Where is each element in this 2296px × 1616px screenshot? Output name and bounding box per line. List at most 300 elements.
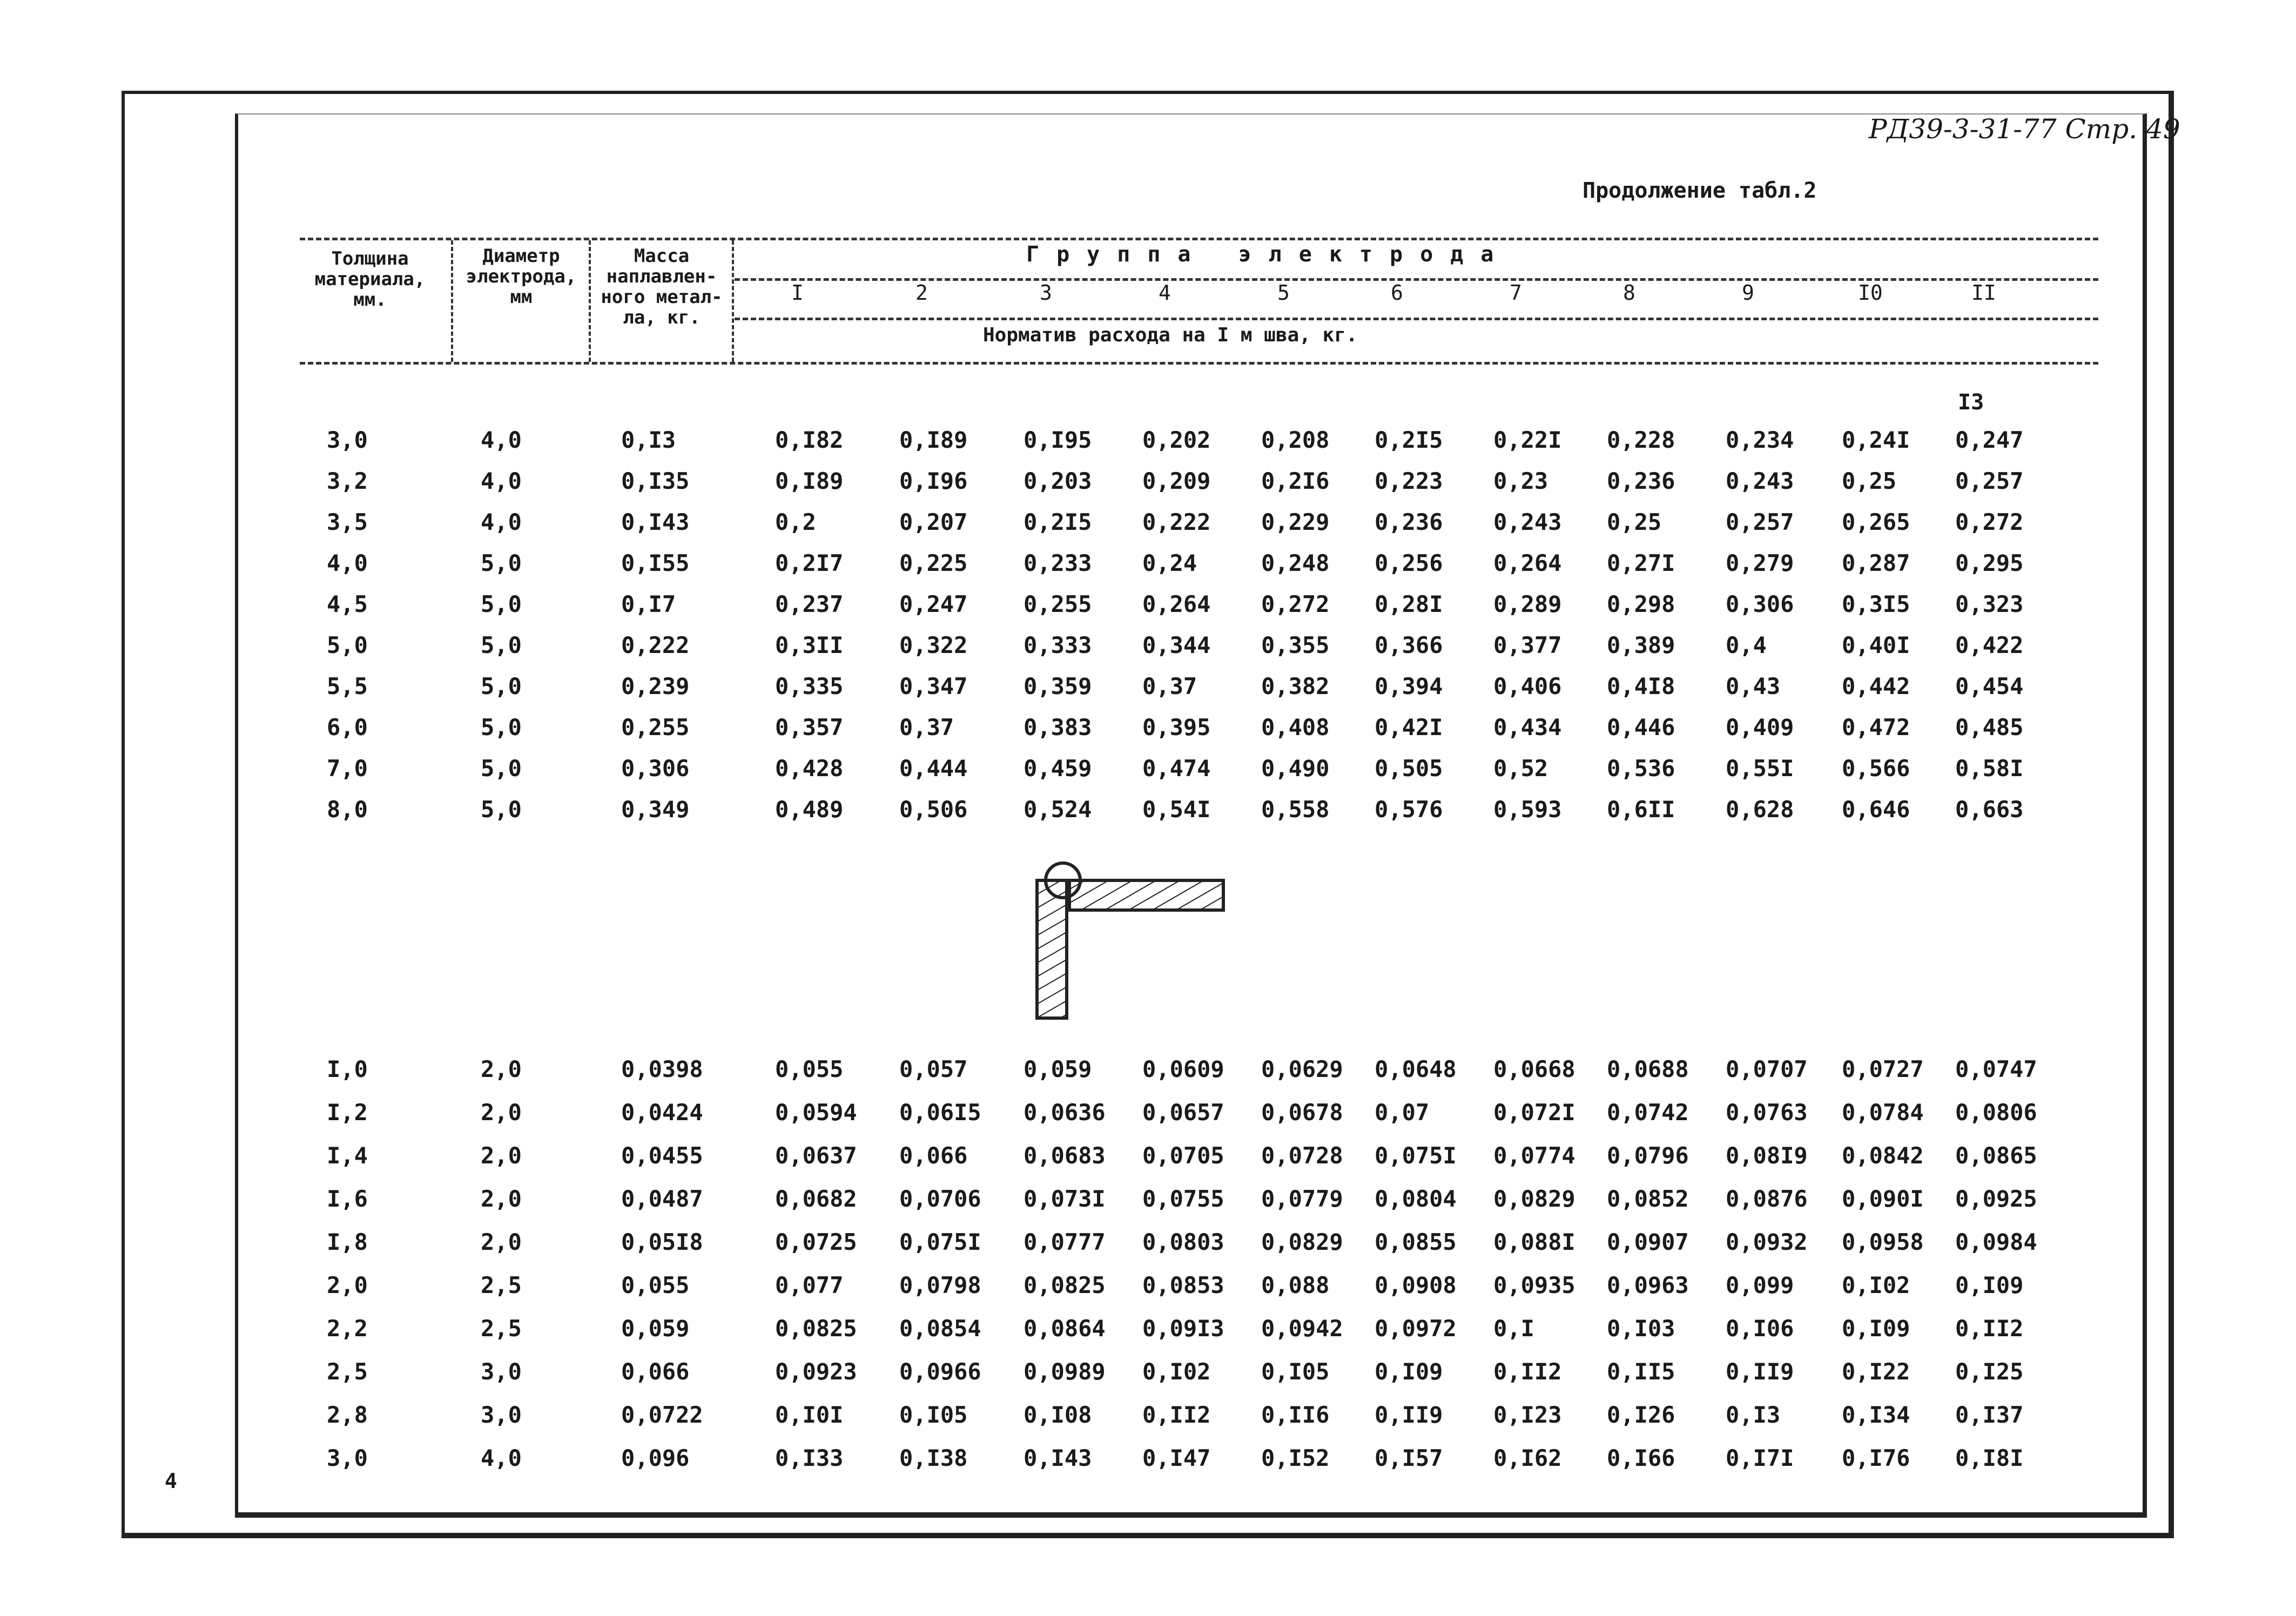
mass-cell: 0,0455 [621, 1142, 703, 1169]
electrode-group-title: Группа электрода [1026, 242, 1511, 267]
mass-cell: 0,0398 [621, 1056, 703, 1082]
norm-cell-group-8: 0,6II [1607, 796, 1675, 823]
norm-cell-group-11: 0,323 [1955, 591, 2024, 617]
thickness-cell: I,6 [327, 1186, 368, 1212]
table-row [0, 711, 2296, 749]
norm-cell-group-7: 0,0668 [1493, 1056, 1575, 1082]
column-header-mass: Масса наплавлен- ного метал- ла, кг. [601, 245, 723, 328]
norm-cell-group-8: 0,236 [1607, 468, 1675, 494]
diameter-cell: 4,0 [481, 468, 522, 494]
norm-cell-group-7: 0,593 [1493, 796, 1562, 823]
norm-cell-group-7: 0,22I [1493, 427, 1562, 453]
norm-cell-group-8: 0,0963 [1607, 1272, 1689, 1298]
header-rule-groups [735, 278, 2098, 281]
group-number-header: 7 [1510, 281, 1522, 305]
norm-cell-group-7: 0,0774 [1493, 1142, 1575, 1169]
norm-cell-group-10: 0,I22 [1842, 1358, 1910, 1385]
group-number-header: 2 [915, 281, 928, 305]
norm-cell-group-7: 0,0829 [1493, 1186, 1575, 1212]
norm-cell-group-10: 0,24I [1842, 427, 1910, 453]
diameter-cell: 5,0 [481, 632, 522, 658]
mass-cell: 0,I43 [621, 509, 690, 535]
norm-cell-group-3: 0,359 [1024, 673, 1092, 699]
norm-cell-group-4: 0,I02 [1142, 1358, 1211, 1385]
norm-cell-group-8: 0,0796 [1607, 1142, 1689, 1169]
norm-cell-group-1: 0,237 [775, 591, 844, 617]
norm-cell-group-6: 0,0908 [1375, 1272, 1457, 1298]
norm-cell-group-5: 0,355 [1261, 632, 1330, 658]
norm-cell-group-8: 0,0742 [1607, 1099, 1689, 1126]
norm-cell-group-6: 0,223 [1375, 468, 1443, 494]
norm-cell-group-10: 0,25 [1842, 468, 1897, 494]
norm-cell-group-2: 0,I96 [899, 468, 968, 494]
norm-cell-group-10: 0,0958 [1842, 1229, 1924, 1255]
norm-cell-group-6: 0,505 [1375, 755, 1443, 782]
norm-cell-group-2: 0,I05 [899, 1402, 968, 1428]
column-header-thickness: Толщина материала, мм. [314, 248, 426, 311]
norm-cell-group-8: 0,4I8 [1607, 673, 1675, 699]
thickness-cell: I,8 [327, 1229, 368, 1255]
norm-cell-group-3: 0,0989 [1024, 1358, 1106, 1385]
norm-cell-group-10: 0,265 [1842, 509, 1910, 535]
norm-cell-group-7: 0,088I [1493, 1229, 1575, 1255]
norm-cell-group-10: 0,I09 [1842, 1315, 1910, 1342]
diameter-cell: 4,0 [481, 1445, 522, 1471]
norm-cell-group-9: 0,0763 [1726, 1099, 1808, 1126]
table-row [0, 506, 2296, 544]
norm-cell-group-10: 0,I34 [1842, 1402, 1910, 1428]
mass-cell: 0,222 [621, 632, 690, 658]
norm-cell-group-11: 0,422 [1955, 632, 2024, 658]
norm-cell-group-6: 0,366 [1375, 632, 1443, 658]
table-row [0, 1183, 2296, 1221]
norm-cell-group-10: 0,472 [1842, 714, 1910, 740]
mass-cell: 0,066 [621, 1358, 690, 1385]
norm-cell-group-4: 0,24 [1142, 550, 1197, 576]
norm-cell-group-11: 0,0806 [1955, 1099, 2037, 1126]
norm-cell-group-11: 0,663 [1955, 796, 2024, 823]
diameter-cell: 5,0 [481, 755, 522, 782]
group-number-header: 3 [1040, 281, 1052, 305]
norm-cell-group-2: 0,207 [899, 509, 968, 535]
norm-cell-group-4: 0,II2 [1142, 1402, 1211, 1428]
table-row [0, 1096, 2296, 1134]
norm-cell-group-1: 0,055 [775, 1056, 844, 1082]
norm-cell-group-7: 0,072I [1493, 1099, 1575, 1126]
table-row [0, 1053, 2296, 1091]
norm-cell-group-5: 0,0678 [1261, 1099, 1343, 1126]
norm-cell-group-4: 0,0853 [1142, 1272, 1224, 1298]
norm-cell-group-8: 0,25 [1607, 509, 1662, 535]
norm-cell-group-3: 0,I08 [1024, 1402, 1092, 1428]
norm-cell-group-11: 0,295 [1955, 550, 2024, 576]
norm-cell-group-5: 0,088 [1261, 1272, 1330, 1298]
table-row [0, 629, 2296, 667]
norm-cell-group-11: 0,485 [1955, 714, 2024, 740]
diameter-cell: 5,0 [481, 796, 522, 823]
norm-cell-group-8: 0,0852 [1607, 1186, 1689, 1212]
norm-cell-group-3: 0,255 [1024, 591, 1092, 617]
norm-cell-group-3: 0,459 [1024, 755, 1092, 782]
norm-cell-group-5: 0,408 [1261, 714, 1330, 740]
norm-cell-group-9: 0,4 [1726, 632, 1767, 658]
norm-cell-group-5: 0,248 [1261, 550, 1330, 576]
norm-cell-group-1: 0,2I7 [775, 550, 844, 576]
norm-cell-group-6: 0,42I [1375, 714, 1443, 740]
diameter-cell: 2,0 [481, 1056, 522, 1082]
mass-cell: 0,0487 [621, 1186, 703, 1212]
norm-cell-group-11: 0,II2 [1955, 1315, 2024, 1342]
header-rule-top [300, 238, 2098, 240]
thickness-cell: 5,5 [327, 673, 368, 699]
header-rule-bottom [300, 362, 2098, 365]
norm-cell-group-10: 0,I76 [1842, 1445, 1910, 1471]
norm-cell-group-2: 0,506 [899, 796, 968, 823]
diameter-cell: 2,5 [481, 1272, 522, 1298]
norm-cell-group-3: 0,I95 [1024, 427, 1092, 453]
norm-cell-group-2: 0,0854 [899, 1315, 981, 1342]
norm-cell-group-1: 0,I0I [775, 1402, 844, 1428]
norm-cell-group-1: 0,357 [775, 714, 844, 740]
norm-cell-group-3: 0,0864 [1024, 1315, 1106, 1342]
group-number-header: I [791, 281, 804, 305]
thickness-cell: I,2 [327, 1099, 368, 1126]
page-corner-mark: 4 [165, 1469, 177, 1493]
mass-cell: 0,I35 [621, 468, 690, 494]
thickness-cell: 6,0 [327, 714, 368, 740]
norm-cell-group-2: 0,225 [899, 550, 968, 576]
norm-cell-group-2: 0,0966 [899, 1358, 981, 1385]
table-row [0, 588, 2296, 626]
norm-cell-group-4: 0,222 [1142, 509, 1211, 535]
norm-cell-group-11: 0,I8I [1955, 1445, 2024, 1471]
norm-cell-group-6: 0,0648 [1375, 1056, 1457, 1082]
norm-cell-group-9: 0,I3 [1726, 1402, 1781, 1428]
table-row [0, 1140, 2296, 1177]
table-row [0, 1442, 2296, 1480]
norm-cell-group-9: 0,I7I [1726, 1445, 1794, 1471]
norm-cell-group-5: 0,558 [1261, 796, 1330, 823]
norm-cell-group-8: 0,228 [1607, 427, 1675, 453]
norm-cell-group-9: 0,0876 [1726, 1186, 1808, 1212]
norm-cell-group-4: 0,344 [1142, 632, 1211, 658]
norm-cell-group-8: 0,536 [1607, 755, 1675, 782]
norm-cell-group-5: 0,229 [1261, 509, 1330, 535]
norm-cell-group-4: 0,264 [1142, 591, 1211, 617]
mass-cell: 0,0722 [621, 1402, 703, 1428]
thickness-cell: 4,5 [327, 591, 368, 617]
norm-cell-group-2: 0,I89 [899, 427, 968, 453]
norm-cell-group-9: 0,I06 [1726, 1315, 1794, 1342]
norm-cell-group-4: 0,0803 [1142, 1229, 1224, 1255]
diameter-cell: 2,5 [481, 1315, 522, 1342]
norm-cell-group-10: 0,566 [1842, 755, 1910, 782]
norm-cell-group-1: 0,0637 [775, 1142, 857, 1169]
norm-cell-group-2: 0,075I [899, 1229, 981, 1255]
weld-joint-diagram [1026, 859, 1242, 1026]
norm-cell-group-7: 0,II2 [1493, 1358, 1562, 1385]
document-reference: РД39-3-31-77 Стр. 49 [1869, 113, 2180, 145]
norm-cell-group-6: 0,II9 [1375, 1402, 1443, 1428]
norm-cell-group-8: 0,0907 [1607, 1229, 1689, 1255]
norm-cell-group-6: 0,0804 [1375, 1186, 1457, 1212]
norm-cell-group-6: 0,2I5 [1375, 427, 1443, 453]
norm-cell-group-7: 0,52 [1493, 755, 1548, 782]
table-row [0, 465, 2296, 503]
norm-cell-group-4: 0,0705 [1142, 1142, 1224, 1169]
norm-cell-group-3: 0,524 [1024, 796, 1092, 823]
mass-cell: 0,055 [621, 1272, 690, 1298]
table-row [0, 1269, 2296, 1307]
norm-cell-group-9: 0,257 [1726, 509, 1794, 535]
mass-cell: 0,349 [621, 796, 690, 823]
norm-cell-group-8: 0,0688 [1607, 1056, 1689, 1082]
norm-cell-group-11: 0,I25 [1955, 1358, 2024, 1385]
norm-cell-group-2: 0,444 [899, 755, 968, 782]
thickness-cell: 3,0 [327, 427, 368, 453]
norm-cell-group-10: 0,090I [1842, 1186, 1924, 1212]
norm-cell-group-9: 0,55I [1726, 755, 1794, 782]
thickness-cell: 3,0 [327, 1445, 368, 1471]
norm-cell-group-2: 0,347 [899, 673, 968, 699]
norm-cell-group-4: 0,I47 [1142, 1445, 1211, 1471]
header-rule-numbers [735, 318, 2098, 320]
norm-cell-group-3: 0,073I [1024, 1186, 1106, 1212]
thickness-cell: 3,2 [327, 468, 368, 494]
norm-cell-group-3: 0,0636 [1024, 1099, 1106, 1126]
norm-cell-group-7: 0,377 [1493, 632, 1562, 658]
norm-cell-group-10: 0,I02 [1842, 1272, 1910, 1298]
norm-cell-group-3: 0,203 [1024, 468, 1092, 494]
norm-cell-group-9: 0,0707 [1726, 1056, 1808, 1082]
mass-cell: 0,255 [621, 714, 690, 740]
horizontal-plate [1069, 880, 1223, 910]
norm-cell-group-9: 0,243 [1726, 468, 1794, 494]
norm-cell-group-9: 0,43 [1726, 673, 1781, 699]
norm-cell-group-5: 0,208 [1261, 427, 1330, 453]
norm-cell-group-2: 0,057 [899, 1056, 968, 1082]
norm-cell-group-2: 0,I38 [899, 1445, 968, 1471]
norm-cell-group-9: 0,409 [1726, 714, 1794, 740]
norm-cell-group-1: 0,335 [775, 673, 844, 699]
norm-cell-group-10: 0,442 [1842, 673, 1910, 699]
mass-cell: 0,I3 [621, 427, 676, 453]
norm-cell-group-7: 0,I23 [1493, 1402, 1562, 1428]
norm-cell-group-8: 0,446 [1607, 714, 1675, 740]
norm-cell-group-8: 0,I66 [1607, 1445, 1675, 1471]
norm-cell-group-7: 0,264 [1493, 550, 1562, 576]
norm-cell-group-6: 0,075I [1375, 1142, 1457, 1169]
norm-cell-group-5: 0,0942 [1261, 1315, 1343, 1342]
norm-cell-group-3: 0,0777 [1024, 1229, 1106, 1255]
norm-cell-group-5: 0,0829 [1261, 1229, 1343, 1255]
thickness-cell: 8,0 [327, 796, 368, 823]
norm-cell-group-6: 0,07 [1375, 1099, 1430, 1126]
norm-cell-group-1: 0,0594 [775, 1099, 857, 1126]
norm-cell-group-6: 0,236 [1375, 509, 1443, 535]
norm-cell-group-4: 0,37 [1142, 673, 1197, 699]
norm-cell-group-4: 0,0755 [1142, 1186, 1224, 1212]
norm-cell-group-1: 0,I89 [775, 468, 844, 494]
group-number-header: II [1971, 281, 1996, 305]
table-row [0, 670, 2296, 708]
norm-cell-group-4: 0,0609 [1142, 1056, 1224, 1082]
diameter-cell: 5,0 [481, 550, 522, 576]
thickness-cell: I,4 [327, 1142, 368, 1169]
norm-cell-group-8: 0,298 [1607, 591, 1675, 617]
table-continuation-title: Продолжение табл.2 [1583, 178, 1817, 203]
table-row [0, 1399, 2296, 1437]
norm-cell-group-1: 0,I33 [775, 1445, 844, 1471]
norm-cell-group-5: 0,272 [1261, 591, 1330, 617]
table-row [0, 547, 2296, 585]
norm-cell-group-1: 0,428 [775, 755, 844, 782]
norm-cell-group-5: 0,490 [1261, 755, 1330, 782]
norm-cell-group-11: 0,0984 [1955, 1229, 2037, 1255]
norm-cell-group-3: 0,0683 [1024, 1142, 1106, 1169]
norm-cell-group-10: 0,646 [1842, 796, 1910, 823]
norm-cell-group-11: 0,0747 [1955, 1056, 2037, 1082]
norm-cell-group-8: 0,389 [1607, 632, 1675, 658]
norm-cell-group-10: 0,3I5 [1842, 591, 1910, 617]
norm-cell-group-7: 0,0935 [1493, 1272, 1575, 1298]
table-row [0, 752, 2296, 790]
norm-cell-group-3: 0,059 [1024, 1056, 1092, 1082]
consumption-norm-label: Норматив расхода на I м шва, кг. [983, 324, 1358, 346]
norm-cell-group-8: 0,27I [1607, 550, 1675, 576]
header-divider-2 [589, 240, 591, 362]
norm-cell-group-4: 0,54I [1142, 796, 1211, 823]
norm-cell-group-4: 0,202 [1142, 427, 1211, 453]
norm-cell-group-9: 0,08I9 [1726, 1142, 1808, 1169]
norm-cell-group-7: 0,I62 [1493, 1445, 1562, 1471]
thickness-cell: 2,2 [327, 1315, 368, 1342]
norm-cell-group-9: 0,628 [1726, 796, 1794, 823]
norm-cell-group-6: 0,576 [1375, 796, 1443, 823]
norm-cell-group-9: 0,234 [1726, 427, 1794, 453]
norm-cell-group-10: 0,0842 [1842, 1142, 1924, 1169]
norm-cell-group-3: 0,I43 [1024, 1445, 1092, 1471]
norm-cell-group-11: 0,I37 [1955, 1402, 2024, 1428]
header-divider-3 [732, 240, 734, 362]
diameter-cell: 2,0 [481, 1229, 522, 1255]
thickness-cell: 2,0 [327, 1272, 368, 1298]
column-header-diameter: Диаметр электрода, мм [466, 245, 577, 308]
diameter-cell: 2,0 [481, 1142, 522, 1169]
norm-cell-group-11: 0,247 [1955, 427, 2024, 453]
thickness-cell: 2,5 [327, 1358, 368, 1385]
norm-cell-group-10: 0,287 [1842, 550, 1910, 576]
thickness-cell: 7,0 [327, 755, 368, 782]
norm-cell-group-7: 0,23 [1493, 468, 1548, 494]
mass-cell: 0,05I8 [621, 1229, 703, 1255]
thickness-cell: 3,5 [327, 509, 368, 535]
group-number-header: I0 [1858, 281, 1883, 305]
norm-cell-group-11: 0,I09 [1955, 1272, 2024, 1298]
norm-cell-group-1: 0,I82 [775, 427, 844, 453]
norm-cell-group-2: 0,0798 [899, 1272, 981, 1298]
norm-cell-group-5: 0,0629 [1261, 1056, 1343, 1082]
norm-cell-group-10: 0,0727 [1842, 1056, 1924, 1082]
norm-cell-group-2: 0,06I5 [899, 1099, 981, 1126]
norm-cell-group-5: 0,2I6 [1261, 468, 1330, 494]
norm-cell-group-9: 0,279 [1726, 550, 1794, 576]
norm-cell-group-6: 0,I57 [1375, 1445, 1443, 1471]
norm-cell-group-5: 0,382 [1261, 673, 1330, 699]
norm-cell-group-4: 0,474 [1142, 755, 1211, 782]
diameter-cell: 4,0 [481, 427, 522, 453]
mass-cell: 0,059 [621, 1315, 690, 1342]
norm-cell-group-9: 0,0932 [1726, 1229, 1808, 1255]
mass-cell: 0,306 [621, 755, 690, 782]
norm-cell-group-7: 0,I [1493, 1315, 1534, 1342]
norm-cell-group-3: 0,2I5 [1024, 509, 1092, 535]
norm-cell-group-5: 0,I52 [1261, 1445, 1330, 1471]
diameter-cell: 4,0 [481, 509, 522, 535]
diameter-cell: 5,0 [481, 673, 522, 699]
norm-cell-group-3: 0,0825 [1024, 1272, 1106, 1298]
mass-cell: 0,I7 [621, 591, 676, 617]
norm-cell-group-1: 0,0725 [775, 1229, 857, 1255]
norm-cell-group-11: 0,454 [1955, 673, 2024, 699]
norm-cell-group-7: 0,243 [1493, 509, 1562, 535]
norm-cell-group-11: 0,0925 [1955, 1186, 2037, 1212]
norm-cell-group-3: 0,383 [1024, 714, 1092, 740]
norm-cell-group-8: 0,I26 [1607, 1402, 1675, 1428]
norm-cell-group-11: 0,257 [1955, 468, 2024, 494]
diameter-cell: 2,0 [481, 1186, 522, 1212]
thickness-cell: I,0 [327, 1056, 368, 1082]
diameter-cell: 3,0 [481, 1358, 522, 1385]
group-number-header: 9 [1742, 281, 1754, 305]
norm-cell-group-1: 0,0682 [775, 1186, 857, 1212]
norm-cell-group-4: 0,09I3 [1142, 1315, 1224, 1342]
norm-cell-group-1: 0,077 [775, 1272, 844, 1298]
norm-cell-group-11: 0,0865 [1955, 1142, 2037, 1169]
norm-cell-group-6: 0,I09 [1375, 1358, 1443, 1385]
table-row [0, 1226, 2296, 1264]
norm-cell-group-5: 0,I05 [1261, 1358, 1330, 1385]
table-row [0, 793, 2296, 831]
norm-cell-group-9: 0,II9 [1726, 1358, 1794, 1385]
norm-cell-group-8: 0,II5 [1607, 1358, 1675, 1385]
diameter-cell: 2,0 [481, 1099, 522, 1126]
mass-cell: 0,239 [621, 673, 690, 699]
handwritten-marker: I3 [1958, 390, 1984, 415]
norm-cell-group-7: 0,289 [1493, 591, 1562, 617]
group-number-header: 6 [1391, 281, 1403, 305]
norm-cell-group-6: 0,0972 [1375, 1315, 1457, 1342]
thickness-cell: 4,0 [327, 550, 368, 576]
norm-cell-group-9: 0,306 [1726, 591, 1794, 617]
group-number-header: 8 [1623, 281, 1635, 305]
diameter-cell: 5,0 [481, 591, 522, 617]
table-row [0, 1356, 2296, 1393]
diameter-cell: 5,0 [481, 714, 522, 740]
norm-cell-group-3: 0,333 [1024, 632, 1092, 658]
norm-cell-group-1: 0,0923 [775, 1358, 857, 1385]
norm-cell-group-2: 0,322 [899, 632, 968, 658]
mass-cell: 0,I55 [621, 550, 690, 576]
norm-cell-group-4: 0,395 [1142, 714, 1211, 740]
norm-cell-group-9: 0,099 [1726, 1272, 1794, 1298]
mass-cell: 0,0424 [621, 1099, 703, 1126]
norm-cell-group-5: 0,II6 [1261, 1402, 1330, 1428]
table-row [0, 1312, 2296, 1350]
norm-cell-group-7: 0,406 [1493, 673, 1562, 699]
norm-cell-group-10: 0,40I [1842, 632, 1910, 658]
norm-cell-group-2: 0,247 [899, 591, 968, 617]
